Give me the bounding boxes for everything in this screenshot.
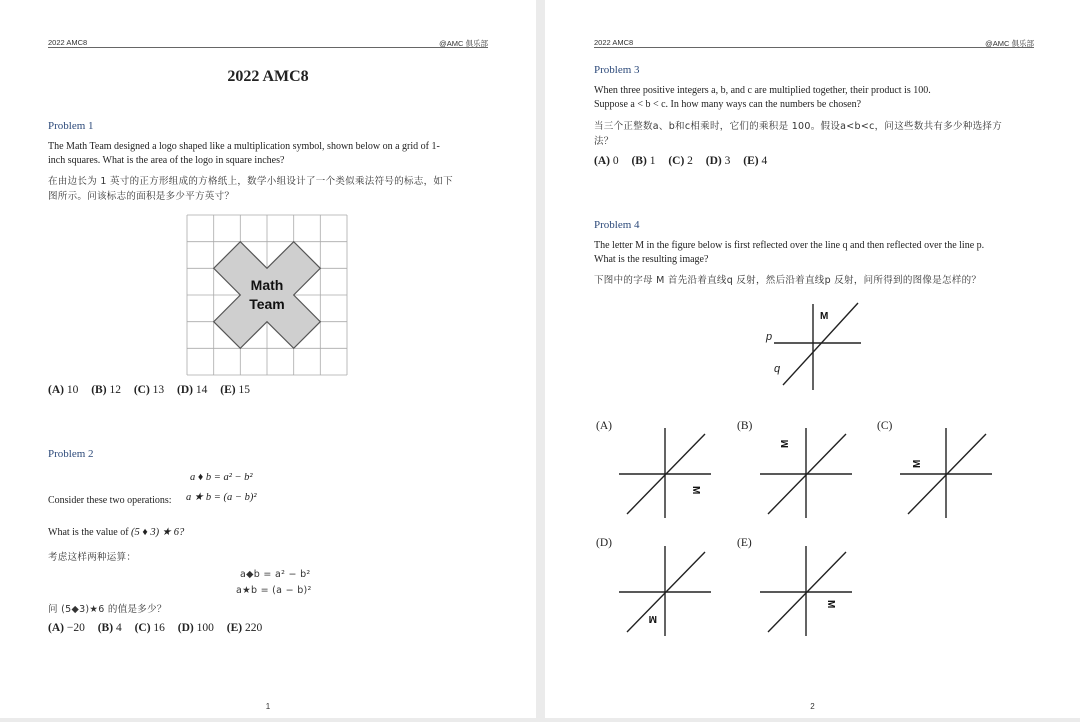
header-left: 2022 AMC8 (48, 38, 88, 47)
problem-4-en-line2: What is the resulting image? (594, 254, 709, 265)
problem-3-text (594, 84, 1054, 112)
problem-2-answers (48, 622, 272, 634)
problem-1-text (48, 140, 508, 168)
page-1 (0, 0, 536, 718)
choice-e-letter: M (825, 600, 836, 609)
logo-text-team: Team (249, 296, 285, 312)
problem-2-zh-intro: 考虑这样两种运算： (48, 552, 137, 563)
page-2 (545, 0, 1080, 718)
math-team-logo-figure (186, 214, 348, 376)
choice-d-letter: M (648, 613, 657, 624)
problem-2-intro: Consider these two operations: (48, 495, 172, 506)
choice-e-label: (E) (737, 537, 752, 549)
choice-b-letter: M (780, 439, 791, 448)
problem-4-en-line1: The letter M in the figure below is first reflected over the line q and then reflected over the line p. (594, 240, 985, 251)
problem-3-answers (594, 155, 777, 167)
label-p: p (766, 331, 773, 343)
page-number: 2 (810, 702, 815, 711)
choice-b-label: (B) (737, 420, 753, 432)
problem-1-en-line1: The Math Team designed a logo shaped like a multiplication symbol, shown below on a grid of 1- (48, 141, 440, 152)
answer-option: (B) 1 (631, 155, 656, 167)
answer-option: (C) 16 (134, 622, 165, 634)
problem-1-answers (48, 384, 260, 396)
problem-3-en-line1: When three positive integers a, b, and c are multiplied together, their product is 100. (594, 85, 931, 96)
answer-option: (E) 15 (220, 384, 250, 396)
problem-1-zh-line2: 图所示。问该标志的面积是多少平方英寸？ (48, 191, 235, 202)
answer-option: (C) 2 (668, 155, 693, 167)
problem-3-title: Problem 3 (594, 64, 640, 76)
choice-b-figure (758, 426, 854, 520)
letter-m: M (820, 311, 829, 322)
problem-2-zh-formula2: a★b = (a − b)² (236, 585, 312, 596)
choice-c-letter: M (912, 459, 923, 468)
choice-a-label: (A) (596, 420, 612, 432)
choice-e-figure (758, 544, 854, 638)
header-right: @AMC 俱乐部 (985, 39, 1034, 48)
choice-a-figure (617, 426, 713, 520)
answer-option: (E) 4 (743, 155, 768, 167)
answer-option: (A) 10 (48, 384, 79, 396)
problem-4-zh: 下图中的字母 M 首先沿着直线q 反射，然后沿着直线p 反射，问所得到的图像是怎样的？ (594, 275, 982, 286)
page-number: 1 (265, 702, 271, 711)
answer-option: (D) 3 (705, 155, 731, 167)
problem-3-en-line2: Suppose a < b < c. In how many ways can the numbers be chosen? (594, 99, 862, 110)
problem-4-text (594, 239, 1064, 267)
choice-c-figure (898, 426, 994, 520)
answer-option: (D) 14 (177, 384, 208, 396)
problem-2-title: Problem 2 (48, 448, 94, 460)
header-right: @AMC 俱乐部 (439, 39, 488, 48)
answer-option: (B) 12 (91, 384, 121, 396)
answer-option: (A) 0 (594, 155, 619, 167)
document-title: 2022 AMC8 (227, 68, 309, 85)
answer-option: (A) −20 (48, 622, 85, 634)
formula-diamond: a ♦ b = a² − b² (190, 472, 253, 483)
problem-1-en-line2: inch squares. What is the area of the logo in square inches? (48, 155, 285, 166)
choice-d-figure (617, 544, 713, 638)
answer-option: (D) 100 (177, 622, 214, 634)
choice-a-letter: M (690, 486, 701, 495)
logo-text-math: Math (250, 277, 284, 293)
problem-2-question: What is the value of (5 ♦ 3) ★ 6? (48, 527, 185, 538)
reflection-main-figure (760, 298, 870, 394)
problem-1-zh (48, 174, 508, 204)
problem-2-zh-formula1: a◆b = a² − b² (240, 569, 311, 580)
problem-3-zh-line1: 当三个正整数a、b和c相乘时，它们的乘积是 100。假设a<b<c，问这些数共有多少种选择方 (594, 121, 1003, 132)
problem-3-zh (594, 119, 1054, 149)
choice-c-label: (C) (877, 420, 893, 432)
choice-d-label: (D) (596, 537, 612, 549)
header-rule (594, 47, 1034, 48)
answer-option: (C) 13 (133, 384, 165, 396)
problem-2-zh-question: 问 (5◆3)★6 的值是多少？ (48, 604, 167, 615)
label-q: q (774, 363, 781, 375)
answer-option: (B) 4 (97, 622, 122, 634)
header-left: 2022 AMC8 (594, 38, 634, 47)
problem-4-title: Problem 4 (594, 219, 640, 231)
answer-option: (E) 220 (226, 622, 263, 634)
problem-1-zh-line1: 在由边长为 1 英寸的正方形组成的方格纸上，数学小组设计了一个类似乘法符号的标志，如下 (48, 176, 453, 187)
problem-1-title: Problem 1 (48, 120, 94, 132)
problem-3-zh-line2: 法？ (594, 136, 614, 147)
header-rule (48, 47, 488, 48)
formula-star: a ★ b = (a − b)² (186, 492, 257, 503)
